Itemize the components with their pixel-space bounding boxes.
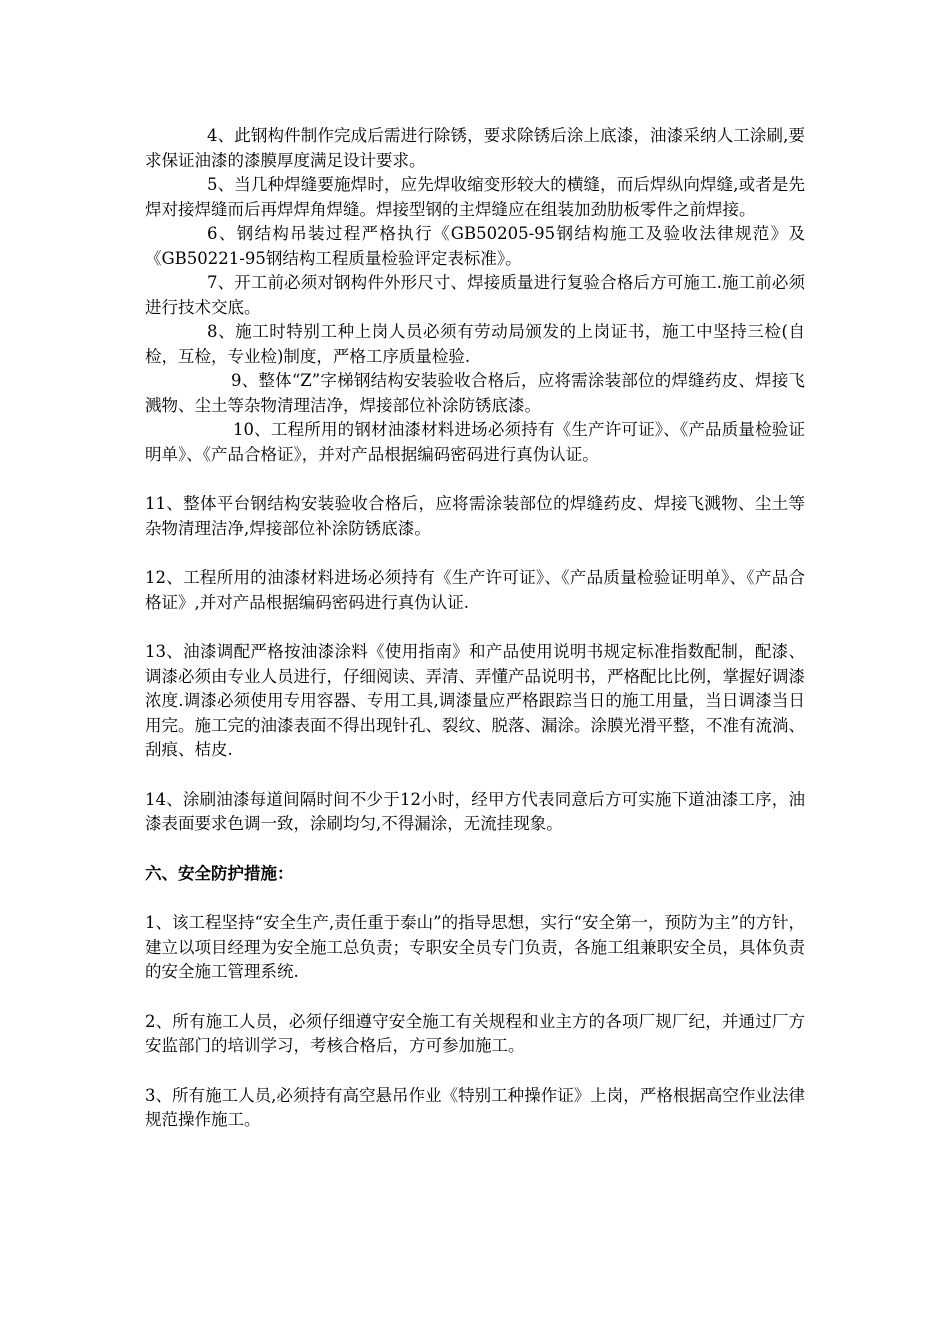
paragraph-10: 10、工程所用的钢材油漆材料进场必须持有《生产许可证》、《产品质量检验证明单》、《产品合格证》，并对产品根据编码密码进行真伪认证。 (145, 420, 805, 464)
section-heading: 六、安全防护措施： (145, 863, 294, 883)
safety-paragraph-3: 3、所有施工人员,必须持有高空悬吊作业《特别工种操作证》上岗，严格根据高空作业法律规范操作施工。 (145, 1085, 805, 1129)
paragraph-13: 13、油漆调配严格按油漆涂料《使用指南》和产品使用说明书规定标准指数配制，配漆、调漆必须由专业人员进行，仔细阅读、弄清、弄懂产品说明书，严格配比比例，掌握好调漆浓度.调漆必须使用专用容器、专用工具,调漆量应严格跟踪当日的施工用量，当日调漆当日用完。施工完的油漆表面不得出现针孔、裂纹、脱落、漏涂。涂膜光滑平整，不准有流淌、刮痕、桔皮. (145, 642, 805, 759)
safety-paragraph-2: 2、所有施工人员，必须仔细遵守安全施工有关规程和业主方的各项厂规厂纪，并通过厂方安监部门的培训学习，考核合格后，方可参加施工。 (145, 1011, 805, 1055)
document-body (145, 124, 805, 1133)
paragraph-11: 11、整体平台钢结构安装验收合格后，应将需涂装部位的焊缝药皮、焊接飞溅物、尘土等杂物清理洁净,焊接部位补涂防锈底漆。 (145, 494, 805, 538)
paragraph-9: 9、整体“Z”字梯钢结构安装验收合格后，应将需涂装部位的焊缝药皮、焊接飞溅物、尘土等杂物清理洁净，焊接部位补涂防锈底漆。 (145, 371, 805, 415)
paragraph-12: 12、工程所用的油漆材料进场必须持有《生产许可证》、《产品质量检验证明单》、《产品合格证》,并对产品根据编码密码进行真伪认证. (145, 568, 805, 612)
paragraph-7: 7、开工前必须对钢构件外形尺寸、焊接质量进行复验合格后方可施工.施工前必须进行技术交底。 (145, 273, 805, 317)
paragraph-8: 8、施工时特别工种上岗人员必须有劳动局颁发的上岗证书，施工中坚持三检(自检，互检，专业检)制度，严格工序质量检验. (145, 322, 805, 366)
paragraph-6: 6、钢结构吊装过程严格执行《GB50205-95钢结构施工及验收法律规范》及《GB50221-95钢结构工程质量检验评定表标准》。 (145, 224, 805, 268)
paragraph-5: 5、当几种焊缝要施焊时，应先焊收缩变形较大的横缝，而后焊纵向焊缝,或者是先焊对接焊缝而后再焊焊角焊缝。焊接型钢的主焊缝应在组装加劲肋板零件之前焊接。 (145, 175, 805, 219)
paragraph-4: 4、此钢构件制作完成后需进行除锈，要求除锈后涂上底漆，油漆采纳人工涂刷,要求保证油漆的漆膜厚度满足设计要求。 (145, 126, 805, 170)
safety-paragraph-1: 1、该工程坚持“安全生产,责任重于泰山”的指导思想，实行“安全第一，预防为主”的方针，建立以项目经理为安全施工总负责；专职安全员专门负责，各施工组兼职安全员，具体负责的安全施工管理系统. (145, 913, 805, 981)
paragraph-14: 14、涂刷油漆每道间隔时间不少于12小时，经甲方代表同意后方可实施下道油漆工序，油漆表面要求色调一致，涂刷均匀,不得漏涂，无流挂现象。 (145, 789, 805, 833)
